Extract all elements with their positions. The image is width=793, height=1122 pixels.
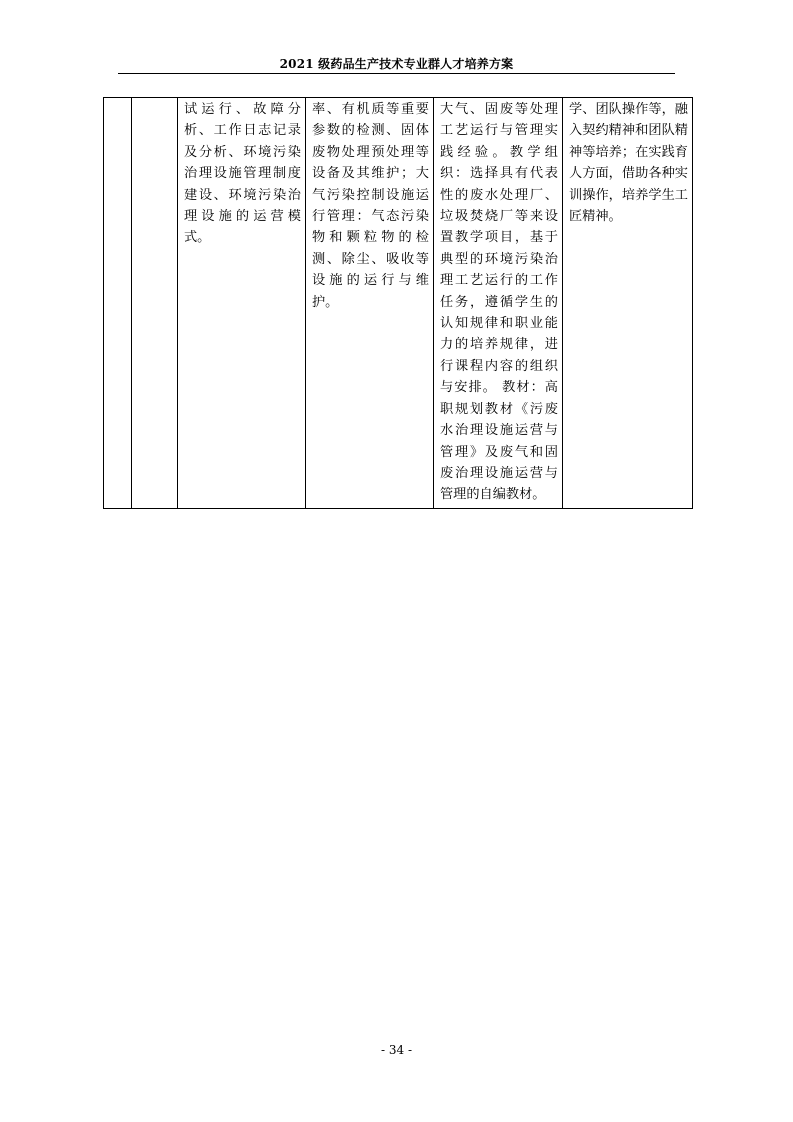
table-cell-course-name <box>132 98 178 509</box>
page-header-title: 2021 级药品生产技术专业群人才培养方案 <box>279 57 514 71</box>
page-number: - 34 - <box>380 1043 412 1057</box>
header-divider <box>118 73 675 74</box>
table-cell-teaching: 大气、固废等处理工艺运行与管理实践经验。教学组织：选择具有代表性的废水处理厂、垃圾焚烧厂等来设置教学项目，基于典型的环境污染治理工艺运行的工作任务，遵循学生的认知规律和职业能力的培养规律，进行课程内容的组织与安排。 教材：高职规划教材《污废水治理设施运营与管理》及废气和固废治理设施运营与管理的自编教材。 <box>434 98 563 509</box>
table-cell-goals: 试运行、故障分析、工作日志记录及分析、环境污染治理设施管理制度建设、环境污染治理设施的运营模式。 <box>178 98 306 509</box>
table-cell-ideology: 学、团队操作等，融入契约精神和团队精神等培养；在实践育人方面，借助各种实训操作，培养学生工匠精神。 <box>563 98 693 509</box>
table-row <box>104 98 693 509</box>
table-cell-content: 率、有机质等重要参数的检测、固体废物处理预处理等设备及其维护；大气污染控制设施运行管理：气态污染物和颗粒物的检测、除尘、吸收等设施的运行与维护。 <box>306 98 434 509</box>
curriculum-table <box>103 97 693 509</box>
table-cell-index <box>104 98 132 509</box>
